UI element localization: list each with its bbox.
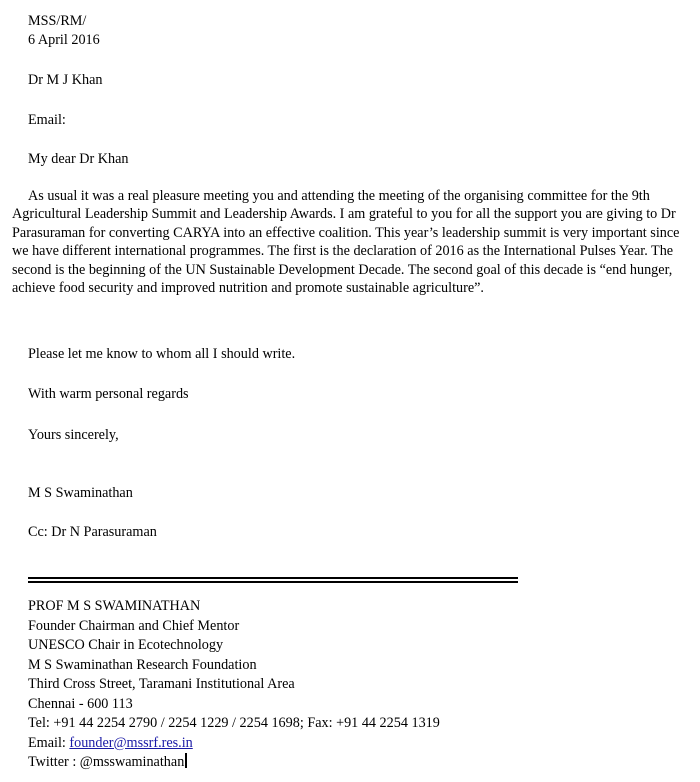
email-signature bbox=[28, 597, 440, 773]
letter-date: 6 April 2016 bbox=[28, 32, 100, 48]
signature-chair: UNESCO Chair in Ecotechnology bbox=[28, 637, 224, 653]
letter-body bbox=[12, 187, 688, 297]
signature-street: Third Cross Street, Taramani Institutional Area bbox=[28, 676, 295, 692]
signature-title: Founder Chairman and Chief Mentor bbox=[28, 617, 240, 634]
signature-city: Chennai - 600 113 bbox=[28, 695, 133, 712]
signature-organization: M S Swaminathan Research Foundation bbox=[28, 656, 257, 673]
reference-number: MSS/RM/ bbox=[28, 13, 87, 29]
regards-line: With warm personal regards bbox=[28, 386, 189, 402]
recipient-name: Dr M J Khan bbox=[28, 72, 103, 88]
signatory-name: M S Swaminathan bbox=[28, 485, 133, 501]
signature-phone-fax: Tel: +91 44 2254 2790 / 2254 1229 / 2254 1698; Fax: +91 44 2254 1319 bbox=[28, 715, 440, 731]
signature-name: PROF M S SWAMINATHAN bbox=[28, 598, 201, 614]
signature-email-label: Email: bbox=[28, 734, 70, 751]
signature-twitter-row bbox=[28, 753, 440, 773]
closing-line: Yours sincerely, bbox=[28, 427, 119, 443]
salutation: My dear Dr Khan bbox=[28, 151, 129, 167]
signature-email-link[interactable]: founder@mssrf.res.in bbox=[69, 734, 193, 751]
recipient-email-label: Email: bbox=[28, 112, 66, 128]
cc-line: Cc: Dr N Parasuraman bbox=[28, 524, 157, 540]
signature-email-row bbox=[28, 734, 440, 754]
signature-twitter: Twitter : @msswaminathan bbox=[28, 754, 185, 770]
text-cursor bbox=[185, 753, 187, 768]
signature-divider bbox=[28, 577, 518, 583]
request-line: Please let me know to whom all I should write. bbox=[28, 346, 296, 362]
body-paragraph: As usual it was a real pleasure meeting you and attending the meeting of the organising committee for the 9th Agricultural Leadership Summit and Leadership Awards. I am grateful to you for all the support you are giving to Dr Parasuraman for converting CARYA into an effective coalition. This year’s leadership summit is very important since we have different international programmes. The first is the declaration of 2016 as the International Pulses Year. The second is the beginning of the UN Sustainable Development Decade. The second goal of this decade is “end hunger, achieve food security and improved nutrition and promote sustainable agriculture”. bbox=[12, 188, 680, 297]
